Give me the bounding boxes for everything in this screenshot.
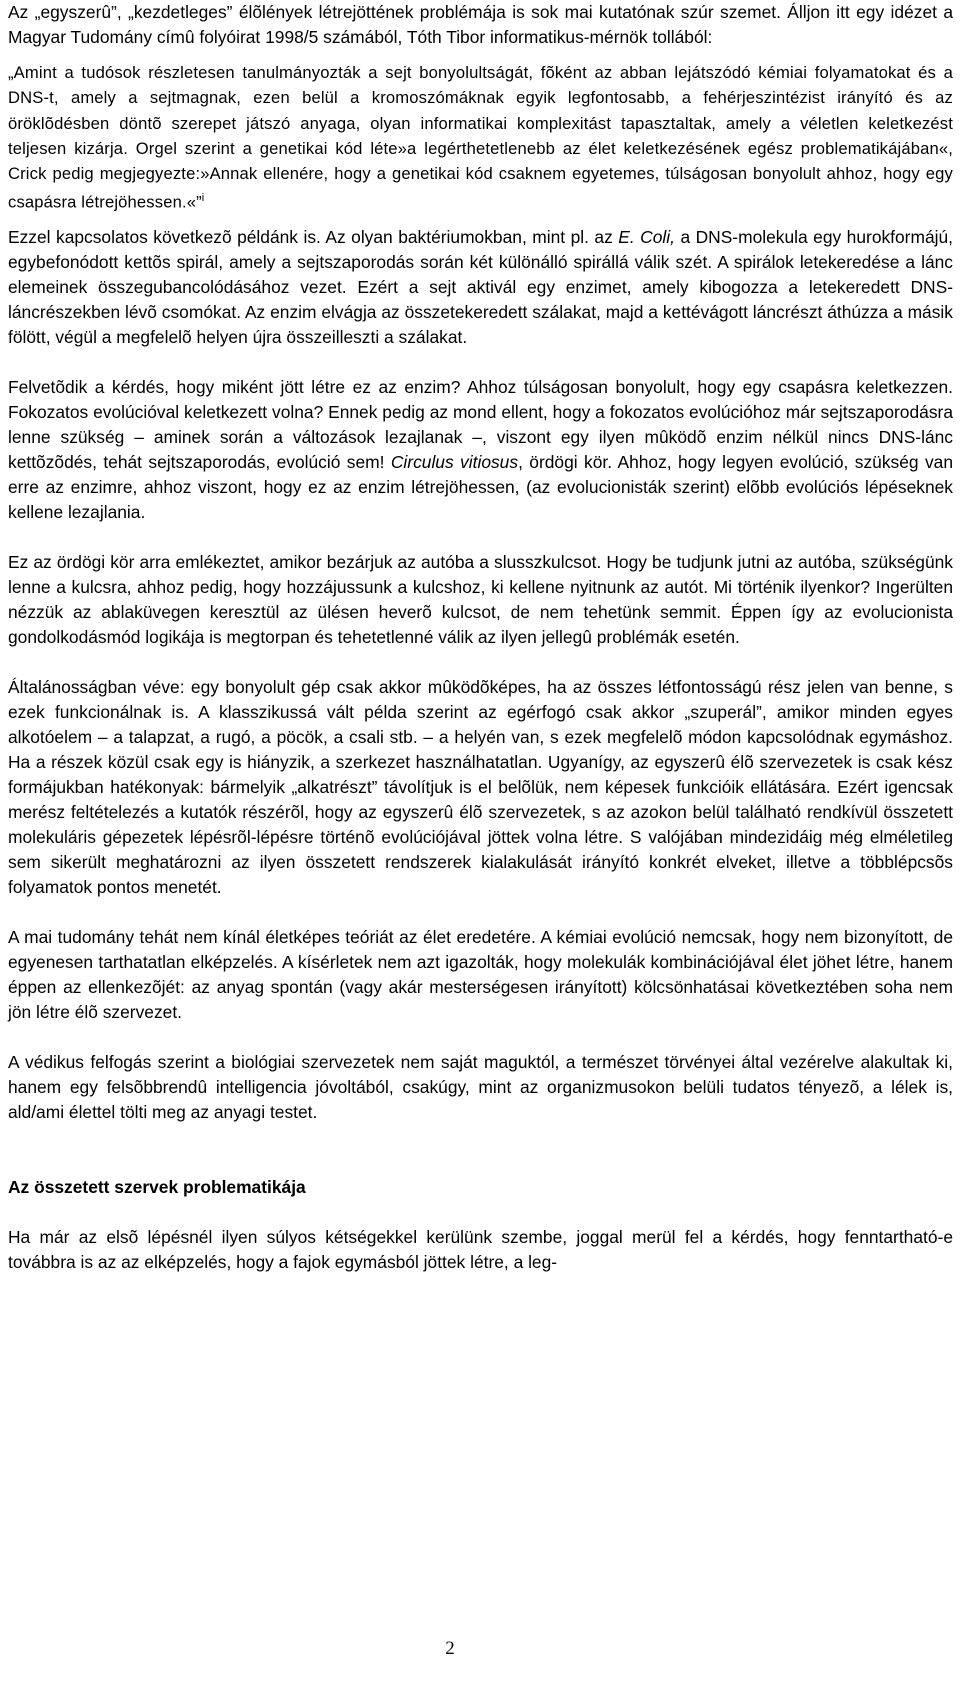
complex-machine-paragraph: Általánosságban véve: egy bonyolult gép csak akkor mûködõképes, ha az összes létfontosságú rész jelen van benne, s ezek funkcionálnak is. A klasszikussá vált példa szerint az egérfogó csak akkor „szuperál”, amikor minden egyes alkotóelem – a talapzat, a rugó, a pöcök, a csali stb. – a helyén van, s ezek megfelelõ módon kapcsolódnak egymáshoz. Ha a részek közül csak egy is hiányzik, a szerkezet használhatatlan. Ugyanígy, az egyszerû élõ szervezetek is csak kész formájukban hatékonyak: bármelyik „alkatrészt” távolítjuk is el belõlük, nem képesek funkcióik ellátására. Ezért igencsak merész feltételezés a kutatók részérõl, hogy az egyszerû élõ szervezetek, s az azokon belül található rendkívül összetett molekuláris gépezetek lépésrõl-lépésre történõ evolúciójával jöttek volna létre. S valójában mindezidáig még elméletileg sem sikerült meghatározni az ilyen összetett rendszerek kialakulását irányító konkrét elveket, illetve a többlépcsõs folyamatok pontos menetét. (8, 677, 953, 898)
question-text-a: Felvetõdik a kérdés, hogy miként jött létre ez az enzim? Ahhoz túlságosan bonyolult, hogy egy csapásra keletkezzen. Fokozatos evolúcióval keletkezett volna? Ennek pedig az mond ellent, hogy a fokozatos evolúcióhoz már sejtszaporodásra lenne szükség – aminek során a változások lezajlanak –, viszont egy ilyen mûködõ enzim nélkül nincs DNS-lánc kettõzõdés, tehát sejtszaporodás, evolúció sem! (8, 377, 953, 473)
quotation-closing-mark: ” (196, 193, 202, 213)
spacer (8, 900, 953, 925)
spacer (8, 1025, 953, 1050)
enzyme-example-text-b: a DNS-molekula egy hurokformájú, egybefonódott kettõs spirál, amely a sejtszaporodás során két különálló spirállá válik szét. A spirálok letekeredése a lánc elemeinek összegubancolódásához vezet. Ezért a sejt aktivál egy enzimet, amely kibogozza a letekeredett DNS-láncrészekben lévõ csomókat. Az enzim elvágja az összetekeredett szálakat, majd a kettévágott láncrészt áthúzza a másik fölött, végül a megfelelõ helyen újra összeilleszti a szálakat. (8, 227, 954, 348)
quotation-text: „Amint a tudósok részletesen tanulmányozták a sejt bonyolultságát, fõként az abban lejátszódó kémiai folyamatokat és a DNS-t, amely a sejtmagnak, ezen belül a kromoszómáknak egyik legfontosabb, a fehérjeszintézist irányító és az öröklõdésben döntõ szerepet játszó anyaga, olyan informatikai komplexitást tapasztaltak, amely a véletlen keletkezést teljesen kizárja. Orgel szerint a genetikai kód léte»a legérthetetlenebb az élet keletkezésének egész problematikájában«, Crick pedig megjegyezte:»Annak ellenére, hogy a genetikai kód csaknem egyetemes, túlságosan bonyolult ahhoz, hogy egy csapásra létrejöhessen.« (8, 63, 953, 213)
question-text-b: , ördögi kör. Ahhoz, hogy legyen evolúció, szükség van erre az enzimre, ahhoz viszont, hogy ez az enzim létrejöhessen, (az evolucionisták szerint) elõbb evolúciós lépéseknek kellene lezajlania. (8, 452, 953, 523)
question-paragraph (8, 375, 953, 525)
vedic-view-paragraph: A védikus felfogás szerint a biológiai szervezetek nem saját maguktól, a természet törvényei által vezérelve alakultak ki, hanem egy felsõbbrendû intelligencia jóvoltából, csakúgy, mint az organizmusokon belüli tudatos tényezõ, a lélek is, ald/ami élettel tölti meg az anyagi testet. (8, 1052, 953, 1123)
endnote-marker: i (201, 192, 205, 205)
modern-science-paragraph: A mai tudomány tehát nem kínál életképes teóriát az élet eredetére. A kémiai evolúció nemcsak, hogy nem bizonyított, de egyenesen tarthatatlan elképzelés. A kísérletek nem azt igazolták, hogy molekulák kombinációjával élet jöhet létre, hanem éppen az ellenkezõjét: az anyag spontán (vagy akár mesterségesen irányított) kölcsönhatásai következtében soha nem jön létre élõ szervezet. (8, 927, 953, 1023)
spacer (8, 350, 953, 375)
circulus-vitiosus-italic: Circulus vitiosus (390, 452, 519, 473)
quotation-paragraph (8, 60, 953, 215)
closing-paragraph: Ha már az elsõ lépésnél ilyen súlyos kétségekkel kerülünk szembe, joggal merül fel a kérdés, hogy fenntartható-e továbbra is az az elképzelés, hogy a fajok egymásból jöttek létre, a leg- (8, 1227, 953, 1273)
spacer (8, 1125, 953, 1150)
spacer (8, 1200, 953, 1225)
spacer (8, 215, 953, 225)
enzyme-example-text-a: Ezzel kapcsolatos következõ példánk is. Az olyan baktériumokban, mint pl. az (8, 227, 619, 248)
spacer (8, 525, 953, 550)
spacer (8, 50, 953, 60)
spacer (8, 650, 953, 675)
document-page (8, 0, 953, 1275)
intro-paragraph: Az „egyszerû”, „kezdetleges” élõlények létrejöttének problémája is sok mai kutatónak szúr szemet. Álljon itt egy idézet a Magyar Tudomány címû folyóirat 1998/5 számából, Tóth Tibor informatikus-mérnök tollából: (8, 2, 953, 47)
car-key-paragraph: Ez az ördögi kör arra emlékeztet, amikor bezárjuk az autóba a slusszkulcsot. Hogy be tudjunk jutni az autóba, szükségünk lenne a kulcsra, ahhoz pedig, hogy hozzájussunk a kulcshoz, ki kellene nyitnunk az autót. Mi történik ilyenkor? Ingerülten nézzük az ablaküvegen keresztül az ülésen heverõ kulcsot, de nem tehetünk semmit. Éppen így az evolucionista gondolkodásmód logikája is megtorpan és tehetetlenné válik az ilyen jellegû problémák esetén. (8, 552, 953, 648)
page-number: 2 (445, 1638, 455, 1659)
section-heading: Az összetett szervek problematikája (8, 1177, 306, 1198)
enzyme-example-paragraph (8, 225, 953, 350)
ecoli-italic: E. Coli, (618, 227, 675, 248)
spacer (8, 1150, 953, 1175)
